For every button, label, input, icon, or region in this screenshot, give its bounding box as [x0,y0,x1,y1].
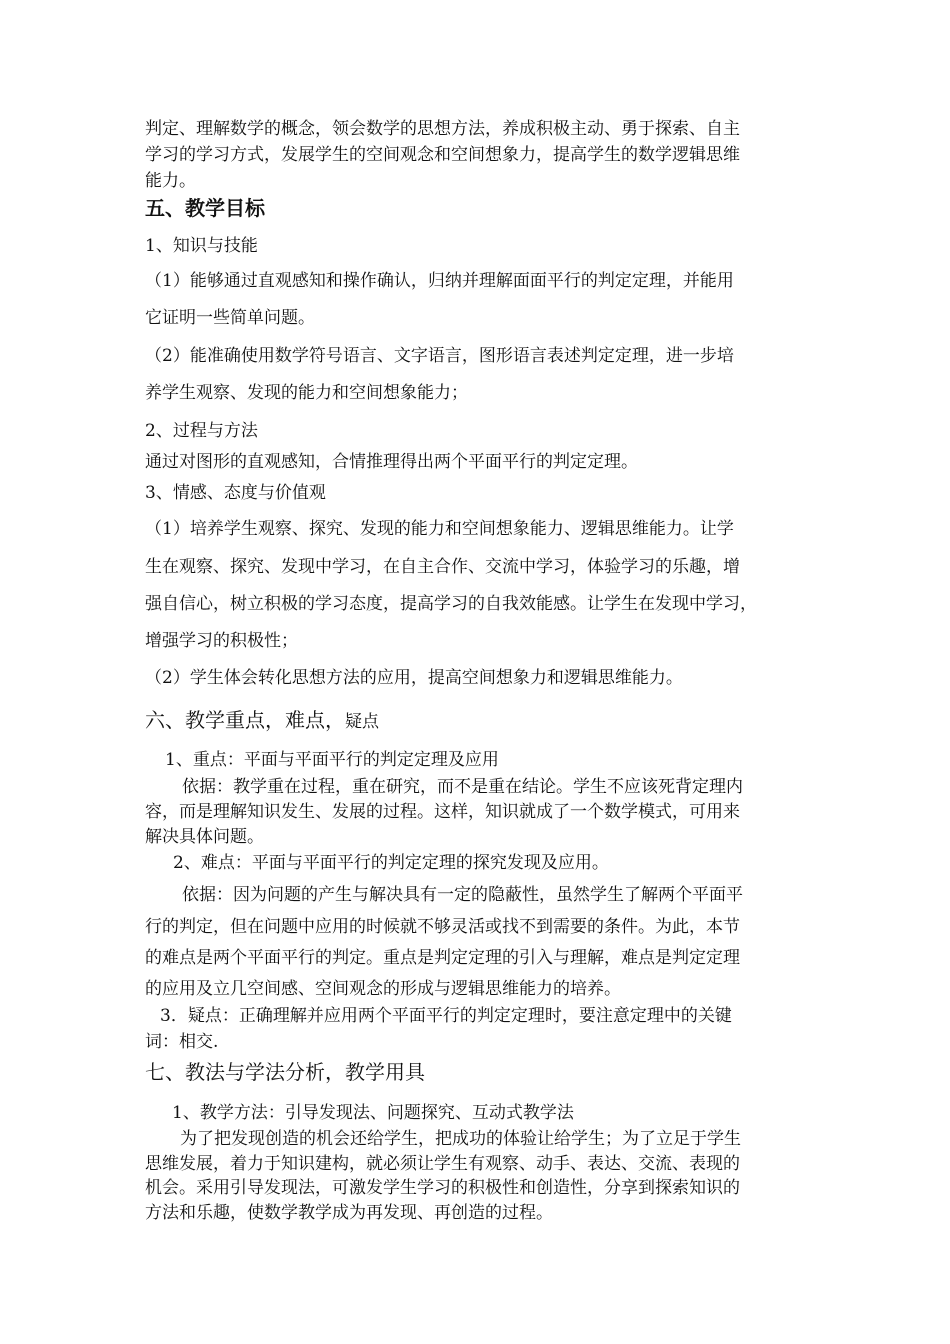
difficulty-basis: 的应用及立几空间感、空间观念的形成与逻辑思维能力的培养。 [145,979,621,999]
section-6-title-main: 六、教学重点，难点， [145,708,345,732]
emotion-item-1: 强自信心，树立积极的学习态度，提高学习的自我效能感。让学生在发现中学习， [145,594,757,614]
method-body: 思维发展，着力于知识建构，就必须让学生有观察、动手、表达、交流、表现的 [145,1154,740,1174]
doubt-point: 3．疑点：正确理解并应用两个平面平行的判定定理时，要注意定理中的关键 [160,1006,732,1026]
knowledge-item-2: 养学生观察、发现的能力和空间想象能力； [145,383,468,403]
method-body: 方法和乐趣，使数学教学成为再发现、再创造的过程。 [145,1203,553,1223]
difficulty-basis: 行的判定，但在问题中应用的时候就不够灵活或找不到需要的条件。为此，本节 [145,917,740,937]
emotion-title: 3、情感、态度与价值观 [145,483,326,503]
intro-line: 能力。 [145,171,196,191]
section-5-title: 五、教学目标 [145,196,265,220]
emotion-item-2: （2）学生体会转化思想方法的应用，提高空间想象力和逻辑思维能力。 [145,668,683,688]
process-item: 通过对图形的直观感知，合情推理得出两个平面平行的判定定理。 [145,452,638,472]
section-7-title: 七、教法与学法分析，教学用具 [145,1060,425,1084]
key-point-basis: 依据：教学重在过程，重在研究，而不是重在结论。学生不应该死背定理内 [182,777,743,797]
emotion-item-1: 增强学习的积极性； [145,631,298,651]
method-body: 机会。采用引导发现法，可激发学生学习的积极性和创造性，分享到探索知识的 [145,1178,740,1198]
difficulty-basis: 的难点是两个平面平行的判定。重点是判定定理的引入与理解，难点是判定定理 [145,948,740,968]
key-point-basis: 解决具体问题。 [145,827,264,847]
key-point-basis: 容，而是理解知识发生、发展的过程。这样，知识就成了一个数学模式，可用来 [145,802,740,822]
knowledge-title: 1、知识与技能 [145,236,258,256]
emotion-item-1: （1）培养学生观察、探究、发现的能力和空间想象能力、逻辑思维能力。让学 [145,519,734,539]
knowledge-item-1: 它证明一些简单问题。 [145,308,315,328]
difficulty-basis: 依据：因为问题的产生与解决具有一定的隐蔽性，虽然学生了解两个平面平 [182,885,743,905]
knowledge-item-2: （2）能准确使用数学符号语言、文字语言，图形语言表述判定定理，进一步培 [145,346,734,366]
intro-line: 学习的学习方式，发展学生的空间观念和空间想象力，提高学生的数学逻辑思维 [145,145,740,165]
key-point-title: 1、重点：平面与平面平行的判定定理及应用 [165,750,499,770]
knowledge-item-1: （1）能够通过直观感知和操作确认，归纳并理解面面平行的判定定理，并能用 [145,271,734,291]
method-body: 为了把发现创造的机会还给学生，把成功的体验让给学生；为了立足于学生 [180,1129,741,1149]
section-6-title-doubt: 疑点 [345,712,379,732]
emotion-item-1: 生在观察、探究、发现中学习，在自主合作、交流中学习，体验学习的乐趣，增 [145,557,740,577]
difficulty-title: 2、难点：平面与平面平行的判定定理的探究发现及应用。 [173,853,609,873]
process-title: 2、过程与方法 [145,421,258,441]
doubt-point: 词：相交. [145,1032,219,1052]
method-title: 1、教学方法：引导发现法、问题探究、互动式教学法 [172,1103,574,1123]
intro-line: 判定、理解数学的概念，领会数学的思想方法，养成积极主动、勇于探索、自主 [145,119,740,139]
section-6-title [145,704,379,733]
